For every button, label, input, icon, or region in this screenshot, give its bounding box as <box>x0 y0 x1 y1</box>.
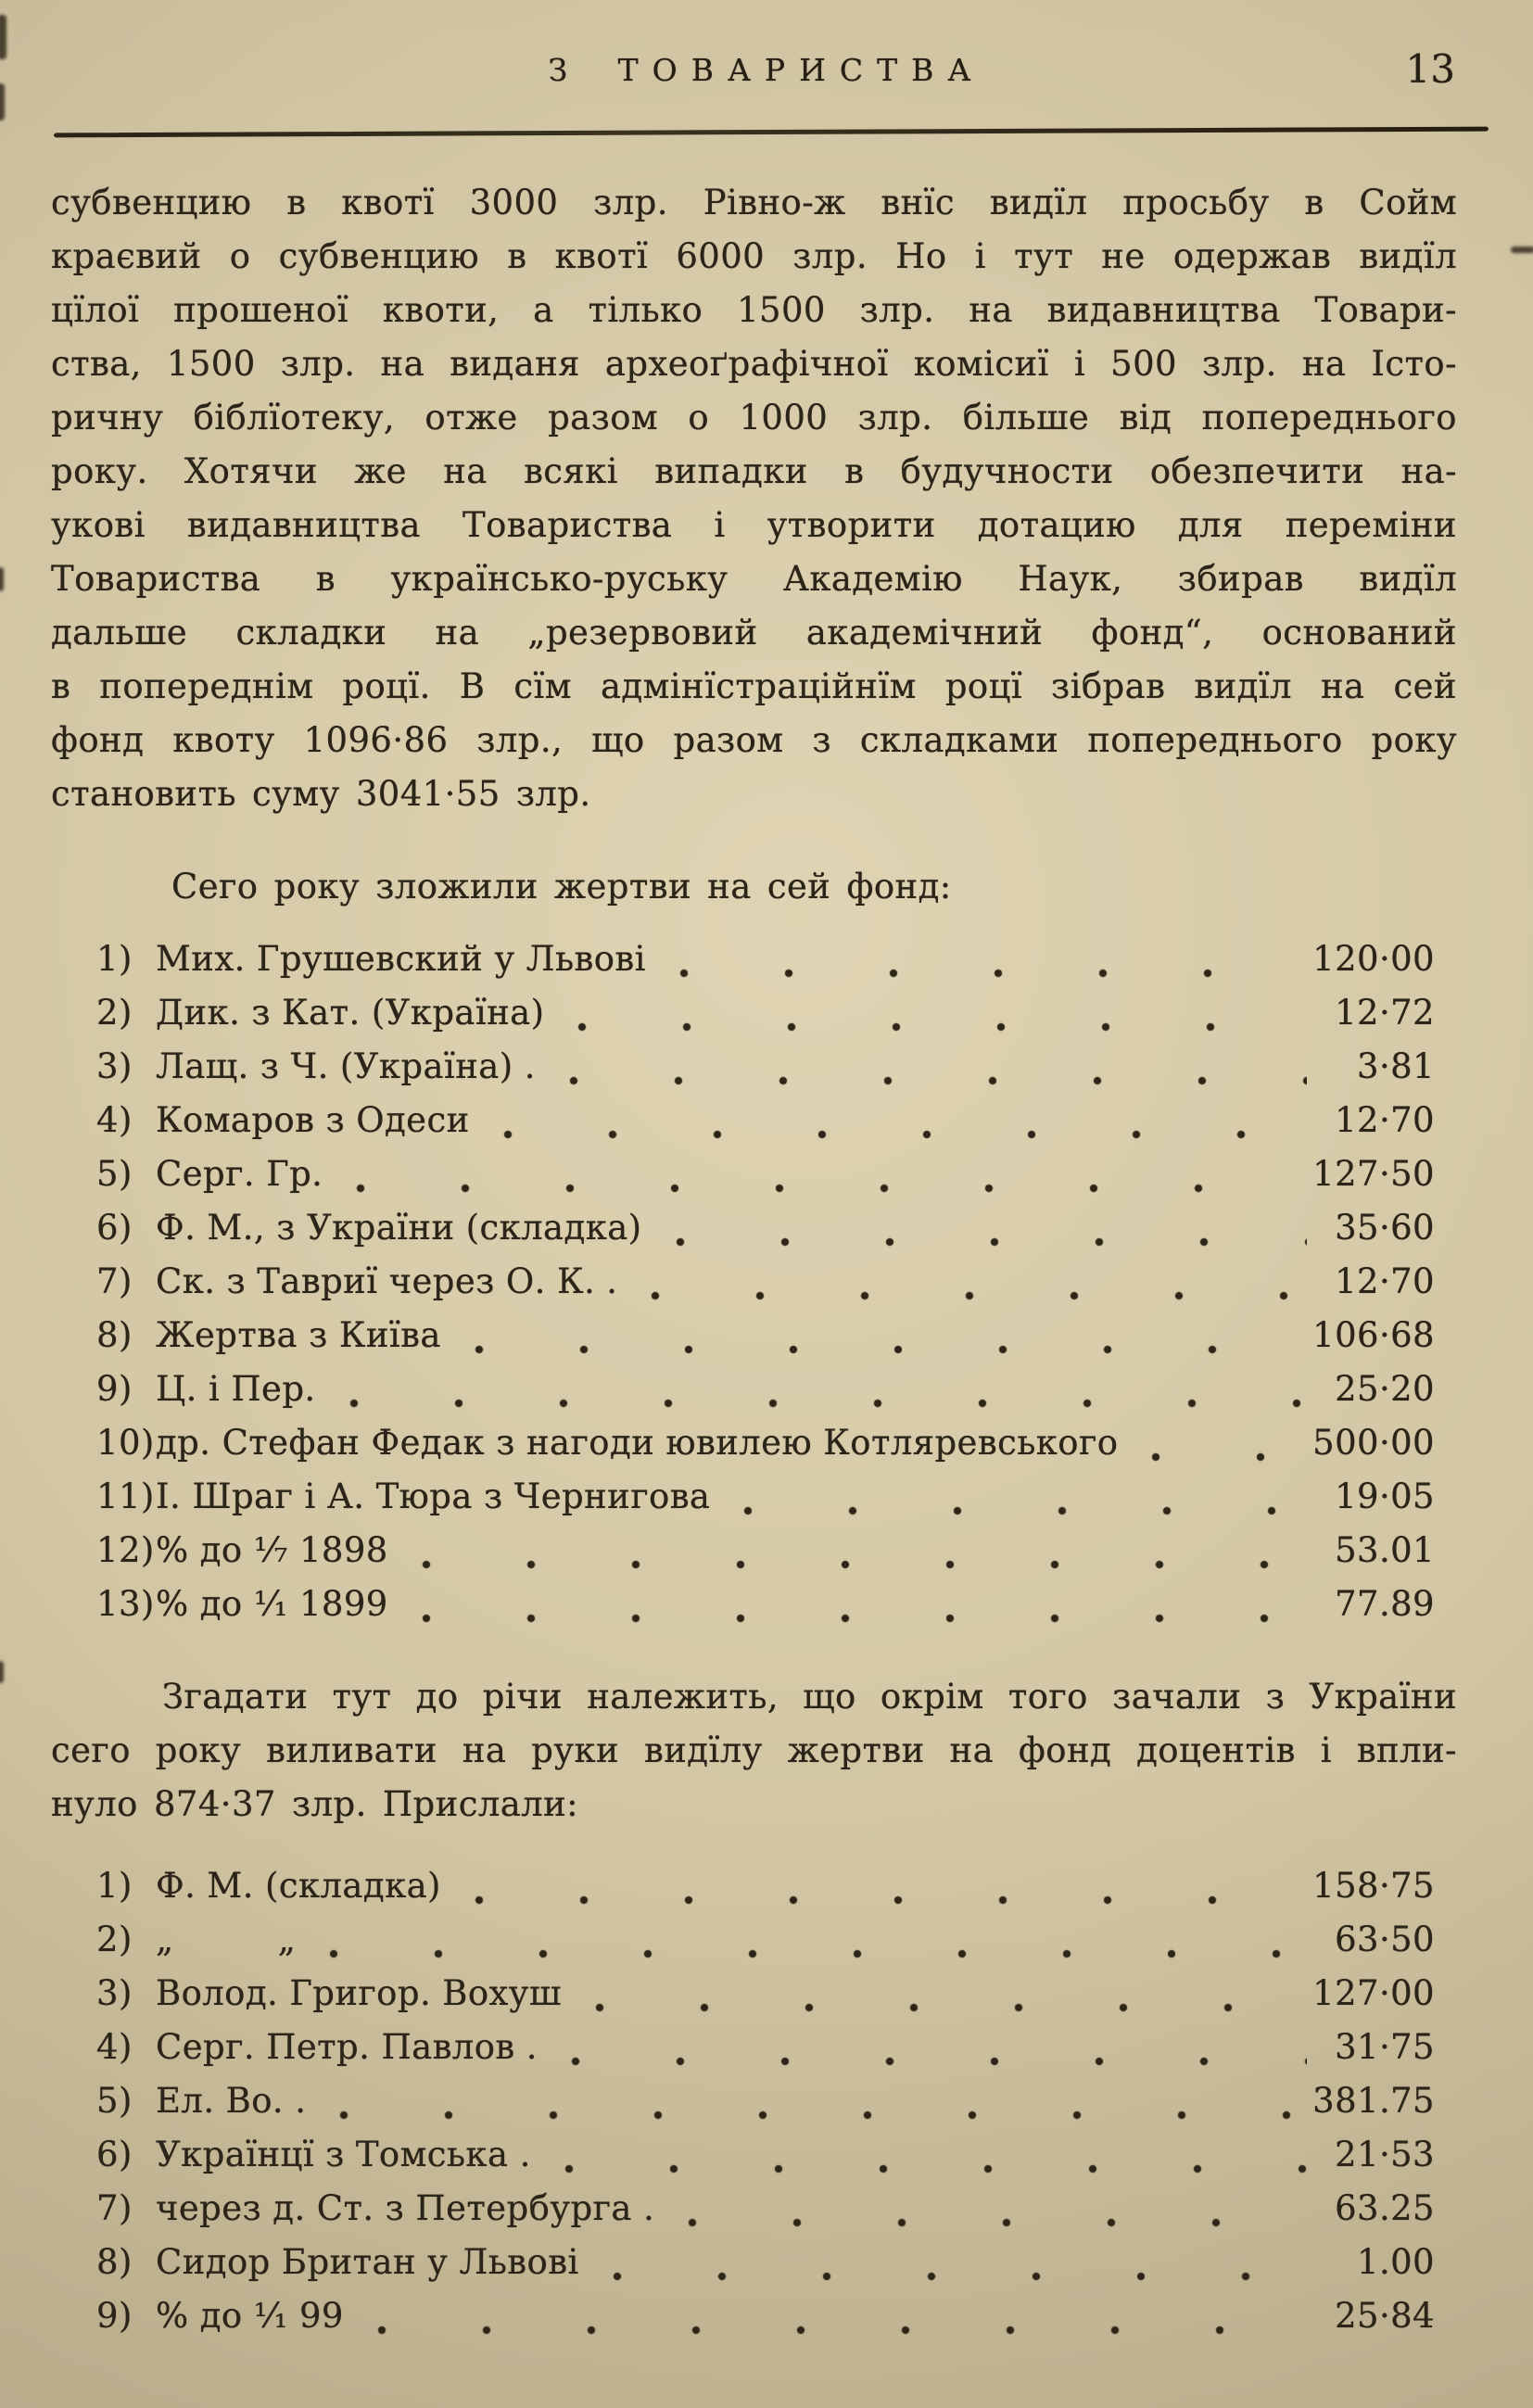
item-donor-name: Жертва з Київа <box>156 1315 441 1355</box>
text-line: укові видавництва Товариства і утворити дотацию для переміни <box>51 505 1457 545</box>
donation-list-item <box>96 2289 1435 2343</box>
donation-list-item <box>96 1913 1435 1967</box>
dot-leader <box>584 2003 1296 2012</box>
text-line: дальше складки на „резервовий академічний фонд“, оснований <box>51 613 1457 653</box>
dot-leader <box>338 1399 1307 1408</box>
item-number: 4) <box>96 1100 133 1140</box>
item-amount: 3·81 <box>1357 1046 1435 1086</box>
item-donor-name: Українцї з Томська . <box>156 2135 531 2174</box>
item-number: 5) <box>96 1154 133 1194</box>
item-number: 1) <box>96 939 133 979</box>
text-line: Товариства в українсько-руську Академію Наук, збирав видїл <box>51 559 1457 599</box>
donation-list-item <box>96 2236 1435 2289</box>
item-number: 6) <box>96 1208 133 1248</box>
item-number: 12) <box>96 1530 155 1570</box>
item-amount: 12·70 <box>1335 1261 1435 1301</box>
item-number: 3) <box>96 1973 133 2013</box>
donation-list-item <box>96 1362 1435 1416</box>
item-amount: 21·53 <box>1335 2135 1435 2174</box>
dot-leader <box>566 1022 1307 1032</box>
text-line: субвенцию в квотї 3000 злр. Рівно-ж внїс видїл просьбу в Сойм <box>51 183 1457 222</box>
item-amount: 77.89 <box>1335 1584 1435 1624</box>
item-amount: 35·60 <box>1335 1208 1435 1248</box>
donation-list-docents <box>96 1859 1435 2343</box>
dot-leader <box>328 2110 1296 2120</box>
item-amount: 127·50 <box>1312 1154 1435 1194</box>
item-number: 7) <box>96 2188 133 2228</box>
dot-leader <box>411 1560 1307 1569</box>
item-donor-name: % до ¹⁄₁ 1899 <box>156 1584 388 1624</box>
item-donor-name: Лащ. з Ч. (Україна) . <box>156 1046 536 1086</box>
item-amount: 381.75 <box>1312 2081 1435 2121</box>
dot-leader <box>1140 1452 1296 1462</box>
item-donor-name: Серг. Петр. Павлов . <box>156 2027 538 2067</box>
donation-list-item <box>96 1967 1435 2021</box>
item-donor-name: Ц. і Пер. <box>156 1369 316 1409</box>
item-donor-name: через д. Ст. з Петербурга . <box>156 2188 655 2228</box>
text-line: цїлої прошеної квоти, а тілько 1500 злр. на видавництва Товари- <box>51 290 1457 330</box>
donation-list-item <box>96 1416 1435 1470</box>
paragraph-docents-fund <box>51 1670 1457 1831</box>
text-line: краєвий о субвенцию в квотї 6000 злр. Но і тут не одержав видїл <box>51 236 1457 276</box>
item-donor-name: Дик. з Кат. (Україна) <box>156 993 545 1033</box>
item-number: 11) <box>96 1476 155 1516</box>
dot-leader <box>492 1130 1307 1139</box>
donation-list-item <box>96 1578 1435 1631</box>
dot-leader <box>345 1184 1296 1193</box>
dot-leader <box>560 2057 1307 2066</box>
scan-smudge <box>0 1661 4 1683</box>
dot-leader <box>732 1506 1307 1515</box>
donation-list-item <box>96 1094 1435 1147</box>
text-line: ства, 1500 злр. на виданя археоґрафічної комісиї і 500 злр. на Істо- <box>51 344 1457 384</box>
text-line: в попереднім роцї. В сїм адмінїстраційнїм роцї зібрав видїл на сей <box>51 666 1457 706</box>
item-amount: 127·00 <box>1312 1973 1435 2013</box>
item-amount: 12·72 <box>1335 993 1435 1033</box>
donation-list-item <box>96 1524 1435 1578</box>
text-line: ричну біблїотеку, отже разом о 1000 злр. більше від попереднього <box>51 398 1457 437</box>
donation-list-item <box>96 1147 1435 1201</box>
text-line: сего року виливати на руки видїлу жертви на фонд доцентів і впли- <box>51 1730 1457 1770</box>
dot-leader <box>677 2218 1307 2227</box>
item-donor-name: „ „ <box>156 1920 297 1959</box>
page-number: 13 <box>1405 46 1455 92</box>
dot-leader <box>318 1949 1307 1958</box>
donation-list-item <box>96 1201 1435 1255</box>
item-donor-name: І. Шраг і А. Тюра з Чернигова <box>156 1476 711 1516</box>
dot-leader <box>665 1237 1307 1247</box>
dot-leader <box>553 2164 1307 2174</box>
donation-list-item <box>96 2021 1435 2074</box>
donation-list-item <box>96 986 1435 1040</box>
item-amount: 12·70 <box>1335 1100 1435 1140</box>
item-amount: 53.01 <box>1335 1530 1435 1570</box>
dot-leader <box>558 1076 1307 1085</box>
item-donor-name: Ф. М. (складка) <box>156 1866 441 1906</box>
text-line: року. Хотячи же на всякі випадки в будучности обезпечити на- <box>51 451 1457 491</box>
item-donor-name: % до ¹⁄₇ 1898 <box>156 1530 388 1570</box>
item-number: 7) <box>96 1261 133 1301</box>
item-donor-name: др. Стефан Федак з нагоди ювилею Котляревського <box>156 1423 1119 1463</box>
item-number: 8) <box>96 1315 133 1355</box>
item-number: 10) <box>96 1423 155 1463</box>
item-number: 2) <box>96 993 133 1033</box>
item-donor-name: Серг. Гр. <box>156 1154 323 1194</box>
item-donor-name: Ф. М., з України (складка) <box>156 1208 642 1248</box>
donation-list-item <box>96 2074 1435 2128</box>
item-donor-name: Ел. Во. . <box>156 2081 307 2121</box>
dot-leader <box>668 969 1296 978</box>
item-donor-name: Волод. Григор. Вохуш <box>156 1973 562 2013</box>
page-header <box>0 46 1533 108</box>
item-donor-name: Мих. Грушевский у Львові <box>156 939 646 979</box>
item-number: 8) <box>96 2242 133 2282</box>
running-header-title: З ТОВАРИСТВА <box>548 52 985 88</box>
donation-list-item <box>96 1309 1435 1362</box>
text-line: нуло 874·37 злр. Прислали: <box>51 1784 579 1824</box>
dot-leader <box>366 2326 1307 2335</box>
text-line: становить суму 3041·55 злр. <box>51 774 591 814</box>
fund-list-heading: Сего року зложили жертви на сей фонд: <box>171 867 952 906</box>
text-line: фонд квоту 1096·86 злр., що разом з складками попереднього року <box>51 720 1457 760</box>
dot-leader <box>463 1345 1296 1354</box>
item-amount: 31·75 <box>1335 2027 1435 2067</box>
item-amount: 63.25 <box>1335 2188 1435 2228</box>
donation-list-item <box>96 1255 1435 1309</box>
item-number: 13) <box>96 1584 155 1624</box>
item-amount: 25·20 <box>1335 1369 1435 1409</box>
item-number: 1) <box>96 1866 133 1906</box>
item-amount: 106·68 <box>1312 1315 1435 1355</box>
dot-leader <box>640 1291 1307 1300</box>
text-line: Згадати тут до річи належить, що окрім того зачали з України <box>162 1677 1457 1717</box>
scan-smudge <box>0 567 4 591</box>
paragraph-subventions <box>51 176 1457 821</box>
item-amount: 63·50 <box>1335 1920 1435 1959</box>
item-number: 5) <box>96 2081 133 2121</box>
item-donor-name: Комаров з Одеси <box>156 1100 470 1140</box>
item-number: 2) <box>96 1920 133 1959</box>
donation-list-fund <box>96 932 1435 1631</box>
item-donor-name: Сидор Британ у Львові <box>156 2242 579 2282</box>
item-number: 4) <box>96 2027 133 2067</box>
item-amount: 500·00 <box>1312 1423 1435 1463</box>
item-number: 9) <box>96 1369 133 1409</box>
dot-leader <box>463 1895 1296 1905</box>
item-amount: 120·00 <box>1312 939 1435 979</box>
donation-list-item <box>96 1470 1435 1524</box>
donation-list-item <box>96 1859 1435 1913</box>
dot-leader <box>602 2272 1307 2281</box>
item-donor-name: % до ¹⁄₁ 99 <box>156 2296 344 2336</box>
item-amount: 19·05 <box>1335 1476 1435 1516</box>
donation-list-item <box>96 932 1435 986</box>
scan-smudge <box>1511 247 1533 253</box>
item-number: 9) <box>96 2296 133 2336</box>
item-amount: 25·84 <box>1335 2296 1435 2336</box>
item-amount: 158·75 <box>1312 1866 1435 1906</box>
header-rule <box>54 127 1489 138</box>
item-amount: 1.00 <box>1357 2242 1435 2282</box>
donation-list-item <box>96 2128 1435 2182</box>
donation-list-item <box>96 2182 1435 2236</box>
item-donor-name: Ск. з Тавриї через О. К. . <box>156 1261 618 1301</box>
item-number: 3) <box>96 1046 133 1086</box>
item-number: 6) <box>96 2135 133 2174</box>
dot-leader <box>411 1614 1307 1623</box>
donation-list-item <box>96 1040 1435 1094</box>
